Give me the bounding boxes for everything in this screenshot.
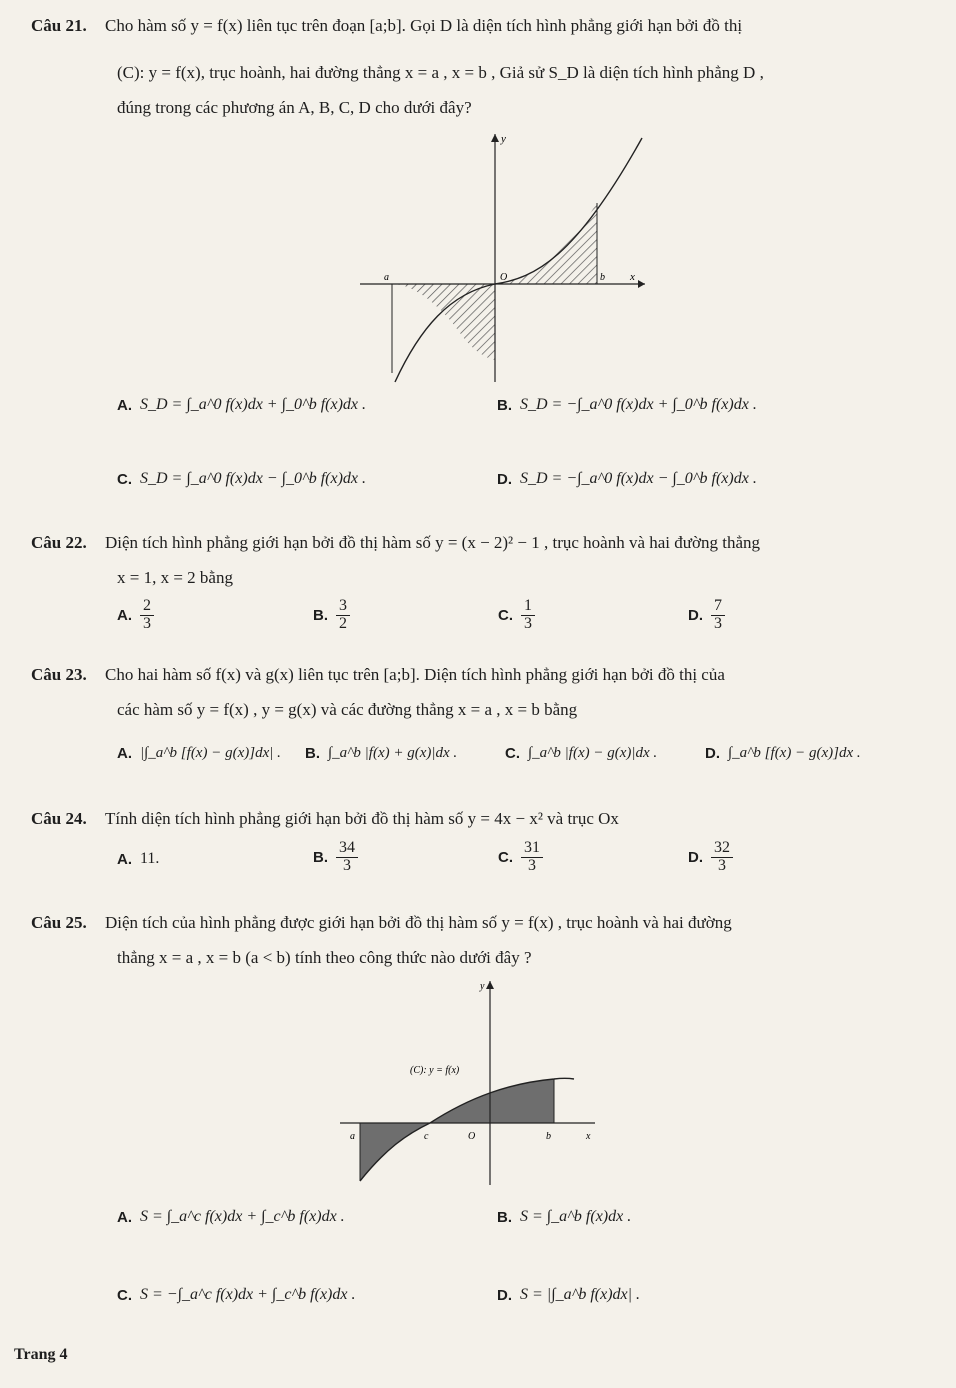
q25-b-label: b xyxy=(546,1131,551,1142)
q21-y-arrow xyxy=(491,134,499,142)
q21-x-arrow xyxy=(638,280,645,288)
q24-option-b[interactable]: B. $\frac{34}{3}$ xyxy=(313,840,358,875)
q23-option-b[interactable]: B. ∫_a^b |f(x) + g(x)|dx . xyxy=(305,745,458,762)
q24-option-c[interactable]: C. $\frac{31}{3}$ xyxy=(498,840,543,875)
q25-option-c[interactable]: C. S = −∫_a^c f(x)dx + ∫_c^b f(x)dx . xyxy=(117,1286,356,1304)
q25-y-arrow xyxy=(486,981,494,989)
q23-line1 xyxy=(31,665,725,685)
q21-option-c[interactable]: C. S_D = ∫_a^0 f(x)dx − ∫_0^b f(x)dx . xyxy=(117,470,367,488)
q23-option-a[interactable]: A. |∫_a^b [f(x) − g(x)]dx| . xyxy=(117,745,281,762)
q25-text1: Diện tích của hình phẳng được giới hạn bởi đồ thị hàm số y = f(x) , trục hoành và hai đường xyxy=(104,913,732,932)
q22-text1: Diện tích hình phẳng giới hạn bởi đồ thị hàm số y = (x − 2)² − 1 , trục hoành và hai đường thẳng xyxy=(104,533,761,552)
q23-option-d[interactable]: D. ∫_a^b [f(x) − g(x)]dx . xyxy=(705,745,861,762)
q21-a-label: a xyxy=(384,272,389,283)
q25-x-label: x xyxy=(586,1131,591,1142)
q24-label: Câu 24. xyxy=(31,809,87,828)
q22-option-b[interactable]: B. $\frac{3}{2}$ xyxy=(313,598,350,633)
q25-curve-label: (C): y = f(x) xyxy=(410,1065,460,1076)
q22-line2: x = 1, x = 2 bằng xyxy=(117,568,233,587)
q21-option-d[interactable]: D. S_D = −∫_a^0 f(x)dx − ∫_0^b f(x)dx . xyxy=(497,470,757,488)
q25-option-b[interactable]: B. S = ∫_a^b f(x)dx . xyxy=(497,1208,632,1226)
q25-y-label: y xyxy=(480,981,485,992)
q25-c-label: c xyxy=(424,1131,429,1142)
q21-curve xyxy=(395,138,642,382)
q22-label: Câu 22. xyxy=(31,533,87,552)
q25-option-a[interactable]: A. S = ∫_a^c f(x)dx + ∫_c^b f(x)dx . xyxy=(117,1208,345,1226)
q25-label: Câu 25. xyxy=(31,913,87,932)
q25-region xyxy=(360,1079,554,1181)
q21-b-label: b xyxy=(600,272,605,283)
q24-text1: Tính diện tích hình phẳng giới hạn bởi đồ thị hàm số y = 4x − x² và trục Ox xyxy=(104,809,619,828)
q23-label: Câu 23. xyxy=(31,665,87,684)
q22-option-d[interactable]: D. $\frac{7}{3}$ xyxy=(688,598,725,633)
q25-a-label: a xyxy=(350,1131,355,1142)
q21-line2: (C): y = f(x), trục hoành, hai đường thẳng x = a , x = b , Giả sử S_D là diện tích hình phẳng D , xyxy=(117,63,764,82)
q21-line3: đúng trong các phương án A, B, C, D cho dưới đây? xyxy=(117,98,472,117)
q22-option-c[interactable]: C. $\frac{1}{3}$ xyxy=(498,598,535,633)
q21-option-b[interactable]: B. S_D = −∫_a^0 f(x)dx + ∫_0^b f(x)dx . xyxy=(497,396,757,414)
q21-region-left xyxy=(392,284,495,360)
q21-label: Câu 21. xyxy=(31,16,87,35)
page-footer: Trang 4 xyxy=(14,1346,68,1363)
q24-option-d[interactable]: D. $\frac{32}{3}$ xyxy=(688,840,733,875)
q25-o-label: O xyxy=(468,1131,476,1142)
q23-option-c[interactable]: C. ∫_a^b |f(x) − g(x)|dx . xyxy=(505,745,658,762)
q21-text1: Cho hàm số y = f(x) liên tục trên đoạn [a;b]. Gọi D là diện tích hình phẳng giới hạn bởi đồ thị xyxy=(104,16,743,35)
q24-line1 xyxy=(31,809,619,829)
q25-line2: thẳng x = a , x = b (a < b) tính theo công thức nào dưới đây ? xyxy=(117,948,532,967)
q23-text1: Cho hai hàm số f(x) và g(x) liên tục trên [a;b]. Diện tích hình phẳng giới hạn bởi đồ thị của xyxy=(104,665,725,684)
q21-y-label: y xyxy=(501,133,506,145)
q21-line1 xyxy=(31,16,742,36)
q21-option-a[interactable]: A. S_D = ∫_a^0 f(x)dx + ∫_0^b f(x)dx . xyxy=(117,396,367,414)
q21-region-right xyxy=(495,203,597,284)
q21-x-label: x xyxy=(630,271,635,283)
q24-option-a[interactable]: A. 11. xyxy=(117,850,160,868)
q21-o-label: O xyxy=(500,272,508,283)
q25-graph xyxy=(340,975,600,1185)
q21-graph xyxy=(360,128,650,388)
q22-line1 xyxy=(31,533,760,553)
q25-line1 xyxy=(31,913,732,933)
q23-line2: các hàm số y = f(x) , y = g(x) và các đường thẳng x = a , x = b bằng xyxy=(117,700,578,719)
q22-option-a[interactable]: A. $\frac{2}{3}$ xyxy=(117,598,154,633)
q25-option-d[interactable]: D. S = |∫_a^b f(x)dx| . xyxy=(497,1286,641,1304)
